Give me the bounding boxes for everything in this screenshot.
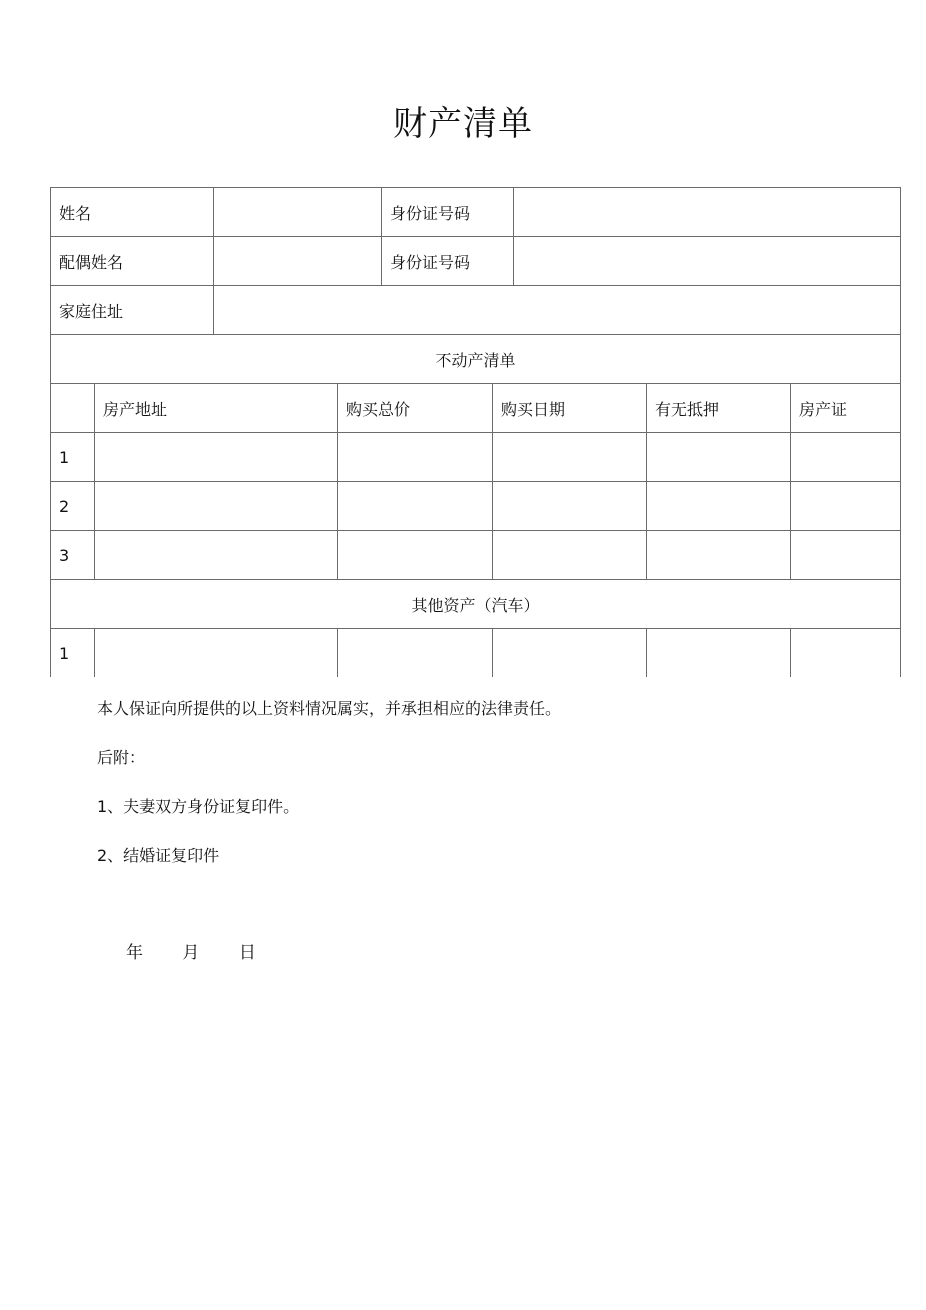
attachment-label: 后附： [97, 748, 146, 767]
property-price-cell[interactable] [338, 531, 493, 580]
property-row [51, 531, 901, 580]
other-asset-cell[interactable] [647, 629, 791, 678]
other-assets-section-row [51, 580, 901, 629]
column-header-address: 房产地址 [95, 384, 338, 433]
real-estate-section-row [51, 335, 901, 384]
other-asset-row [51, 629, 901, 678]
property-columns-row [51, 384, 901, 433]
column-header-total-price: 购买总价 [338, 384, 493, 433]
property-date-cell[interactable] [493, 433, 647, 482]
property-certificate-cell[interactable] [791, 433, 901, 482]
other-asset-cell[interactable] [791, 629, 901, 678]
home-address-label: 家庭住址 [51, 286, 214, 335]
date-year-label: 年 [126, 943, 143, 963]
property-price-cell[interactable] [338, 433, 493, 482]
property-mortgage-cell[interactable] [647, 482, 791, 531]
date-month-label: 月 [182, 943, 200, 963]
other-assets-section-header: 其他资产（汽车） [51, 580, 901, 629]
property-row [51, 433, 901, 482]
id-number-label: 身份证号码 [382, 188, 514, 237]
declaration-text: 本人保证向所提供的以上资料情况属实，并承担相应的法律责任。 [97, 699, 562, 718]
date-day-label: 日 [238, 943, 256, 963]
property-mortgage-cell[interactable] [647, 531, 791, 580]
index-column-header [51, 384, 95, 433]
property-row [51, 482, 901, 531]
spouse-row [51, 237, 901, 286]
home-address-field[interactable] [214, 286, 901, 335]
real-estate-section-header: 不动产清单 [51, 335, 901, 384]
property-date-cell[interactable] [493, 482, 647, 531]
other-asset-cell[interactable] [338, 629, 493, 678]
row-index: 1 [51, 629, 95, 678]
spouse-name-field[interactable] [214, 237, 382, 286]
property-date-cell[interactable] [493, 531, 647, 580]
signature-date [126, 938, 290, 963]
row-index: 2 [51, 482, 95, 531]
name-field[interactable] [214, 188, 382, 237]
property-mortgage-cell[interactable] [647, 433, 791, 482]
other-asset-cell[interactable] [95, 629, 338, 678]
row-index: 3 [51, 531, 95, 580]
name-label: 姓名 [51, 188, 214, 237]
property-certificate-cell[interactable] [791, 531, 901, 580]
spouse-id-number-label: 身份证号码 [382, 237, 514, 286]
spouse-id-number-field[interactable] [514, 237, 901, 286]
address-row [51, 286, 901, 335]
other-asset-cell[interactable] [493, 629, 647, 678]
spouse-name-label: 配偶姓名 [51, 237, 214, 286]
row-index: 1 [51, 433, 95, 482]
id-number-field[interactable] [514, 188, 901, 237]
property-certificate-cell[interactable] [791, 482, 901, 531]
property-price-cell[interactable] [338, 482, 493, 531]
property-form-table [50, 187, 901, 677]
property-address-cell[interactable] [95, 531, 338, 580]
property-address-cell[interactable] [95, 482, 338, 531]
attachment-item-1: 1、夫妻双方身份证复印件。 [97, 797, 300, 816]
column-header-certificate: 房产证 [791, 384, 901, 433]
applicant-row [51, 188, 901, 237]
property-address-cell[interactable] [95, 433, 338, 482]
page-title: 财产清单 [393, 104, 533, 144]
column-header-mortgage: 有无抵押 [647, 384, 791, 433]
column-header-purchase-date: 购买日期 [493, 384, 647, 433]
attachment-item-2: 2、结婚证复印件 [97, 846, 220, 865]
